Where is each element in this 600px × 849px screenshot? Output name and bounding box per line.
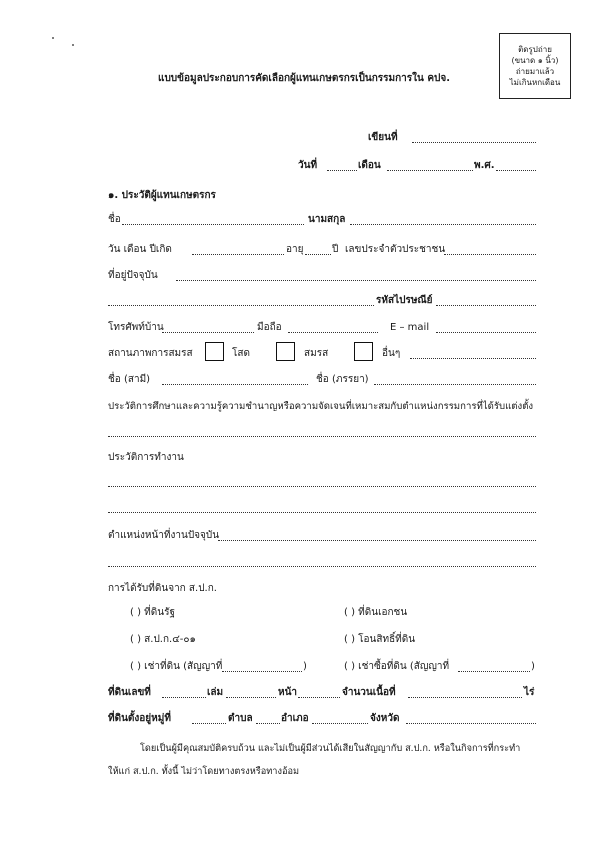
hire-purchase-option[interactable]: ( ) เช่าซื้อที่ดิน (สัญญาที่	[344, 661, 450, 672]
photo-box-line: ไม่เกินหกเดือน	[509, 78, 561, 87]
education-label: ประวัติการศึกษาและความรู้ความชำนาญหรือความจัดเจนที่เหมาะสมกับตำแหน่งกรรมการที่ได้รับแต่งตั้ง	[108, 401, 534, 412]
birth-date-field[interactable]	[192, 254, 284, 255]
hire-purchase-contract-field[interactable]	[458, 671, 530, 672]
volume-field[interactable]	[226, 697, 276, 698]
area-field[interactable]	[408, 697, 522, 698]
photo-box-line: ถ่ายมาแล้ว	[515, 67, 555, 76]
lease-option[interactable]: ( ) เช่าที่ดิน (สัญญาที่	[130, 661, 223, 672]
surname-field[interactable]	[350, 224, 536, 225]
postal-code-field[interactable]	[436, 305, 536, 306]
date-month-label: เดือน	[358, 160, 381, 171]
current-position-label: ตำแหน่งหน้าที่งานปัจจุบัน	[108, 530, 220, 541]
years-label: ปี	[332, 244, 339, 255]
date-year-field[interactable]	[496, 170, 536, 171]
address-field[interactable]	[176, 280, 536, 281]
amphoe-label: อำเภอ	[281, 713, 309, 724]
date-month-field[interactable]	[387, 170, 473, 171]
email-field[interactable]	[436, 332, 536, 333]
wife-name-label: ชื่อ (ภรรยา)	[316, 374, 369, 385]
name-label: ชื่อ	[108, 214, 121, 225]
other-status-field[interactable]	[410, 358, 536, 359]
single-checkbox[interactable]	[205, 342, 224, 361]
married-checkbox[interactable]	[276, 342, 295, 361]
surname-label: นามสกุล	[308, 214, 346, 225]
work-history-field-line[interactable]	[108, 512, 536, 513]
amphoe-field[interactable]	[312, 723, 368, 724]
land-section-title: การได้รับที่ดินจาก ส.ป.ก.	[108, 583, 217, 594]
husband-name-field[interactable]	[162, 384, 308, 385]
birth-date-label: วัน เดือน ปีเกิด	[108, 244, 172, 255]
lease-close-paren: )	[303, 661, 307, 672]
moo-field[interactable]	[192, 723, 226, 724]
photo-box-line: (ขนาด ๑ นิ้ว)	[511, 56, 559, 65]
address-label: ที่อยู่ปัจจุบัน	[108, 270, 158, 281]
single-label: โสด	[232, 348, 250, 359]
married-label: สมรส	[304, 348, 329, 359]
lease-contract-field[interactable]	[222, 671, 302, 672]
land-no-field[interactable]	[162, 697, 206, 698]
written-at-field[interactable]	[412, 142, 536, 143]
age-label: อายุ	[286, 244, 304, 255]
page-field[interactable]	[298, 697, 340, 698]
rai-label: ไร่	[524, 687, 535, 698]
page-label: หน้า	[278, 687, 298, 698]
volume-label: เล่ม	[207, 687, 224, 698]
other-status-checkbox[interactable]	[354, 342, 373, 361]
written-at-label: เขียนที่	[368, 132, 398, 143]
private-land-option[interactable]: ( ) ที่ดินเอกชน	[344, 607, 408, 618]
province-label: จังหวัด	[370, 713, 400, 724]
work-history-label: ประวัติการทำงาน	[108, 452, 184, 463]
form-title: แบบข้อมูลประกอบการคัดเลือกผู้แทนเกษตรกรเป็นกรรมการใน คปจ.	[158, 73, 451, 84]
date-day-label: วันที่	[298, 160, 318, 171]
home-phone-label: โทรศัพท์บ้าน	[108, 322, 164, 333]
id-card-field[interactable]	[444, 254, 536, 255]
husband-name-label: ชื่อ (สามี)	[108, 374, 151, 385]
tambon-field[interactable]	[256, 723, 280, 724]
photo-placeholder-box	[499, 33, 571, 99]
scan-speck	[52, 37, 54, 39]
state-land-option[interactable]: ( ) ที่ดินรัฐ	[130, 607, 175, 618]
hire-purchase-close-paren: )	[531, 661, 535, 672]
declaration-line2: ให้แก่ ส.ป.ก. ทั้งนี้ ไม่ว่าโดยทางตรงหรือทางอ้อม	[108, 766, 300, 777]
section1-title: ๑. ประวัติผู้แทนเกษตรกร	[108, 190, 216, 201]
work-history-field-line[interactable]	[108, 486, 536, 487]
tambon-label: ตำบล	[228, 713, 253, 724]
date-day-field[interactable]	[327, 170, 357, 171]
land-transfer-option[interactable]: ( ) โอนสิทธิ์ที่ดิน	[344, 634, 416, 645]
spk401-option[interactable]: ( ) ส.ป.ก.๔-๐๑	[130, 634, 196, 645]
id-card-label: เลขประจำตัวประชาชน	[345, 244, 446, 255]
located-moo-label: ที่ดินตั้งอยู่หมู่ที่	[108, 713, 171, 724]
name-field[interactable]	[122, 224, 304, 225]
mobile-label: มือถือ	[257, 322, 282, 333]
education-field-line[interactable]	[108, 436, 536, 437]
current-position-field-line2[interactable]	[108, 566, 536, 567]
home-phone-field[interactable]	[162, 332, 254, 333]
area-label: จำนวนเนื้อที่	[342, 687, 396, 698]
land-no-label: ที่ดินเลขที่	[108, 687, 151, 698]
age-field[interactable]	[305, 254, 331, 255]
scan-speck	[72, 44, 74, 46]
province-field[interactable]	[406, 723, 536, 724]
declaration-line1: โดยเป็นผู้มีคุณสมบัติครบถ้วน และไม่เป็นผู้มีส่วนได้เสียในสัญญากับ ส.ป.ก. หรือในกิจการที่กระทำ	[140, 743, 521, 754]
wife-name-field[interactable]	[374, 384, 536, 385]
postal-code-label: รหัสไปรษณีย์	[376, 295, 433, 306]
current-position-field[interactable]	[218, 540, 536, 541]
mobile-field[interactable]	[288, 332, 378, 333]
date-year-label: พ.ศ.	[474, 160, 495, 171]
photo-box-line: ติดรูปถ่าย	[518, 45, 552, 54]
marital-status-label: สถานภาพการสมรส	[108, 348, 193, 359]
other-status-label: อื่นๆ	[382, 348, 401, 359]
email-label: E – mail	[390, 322, 430, 333]
address-field-line2[interactable]	[108, 305, 374, 306]
